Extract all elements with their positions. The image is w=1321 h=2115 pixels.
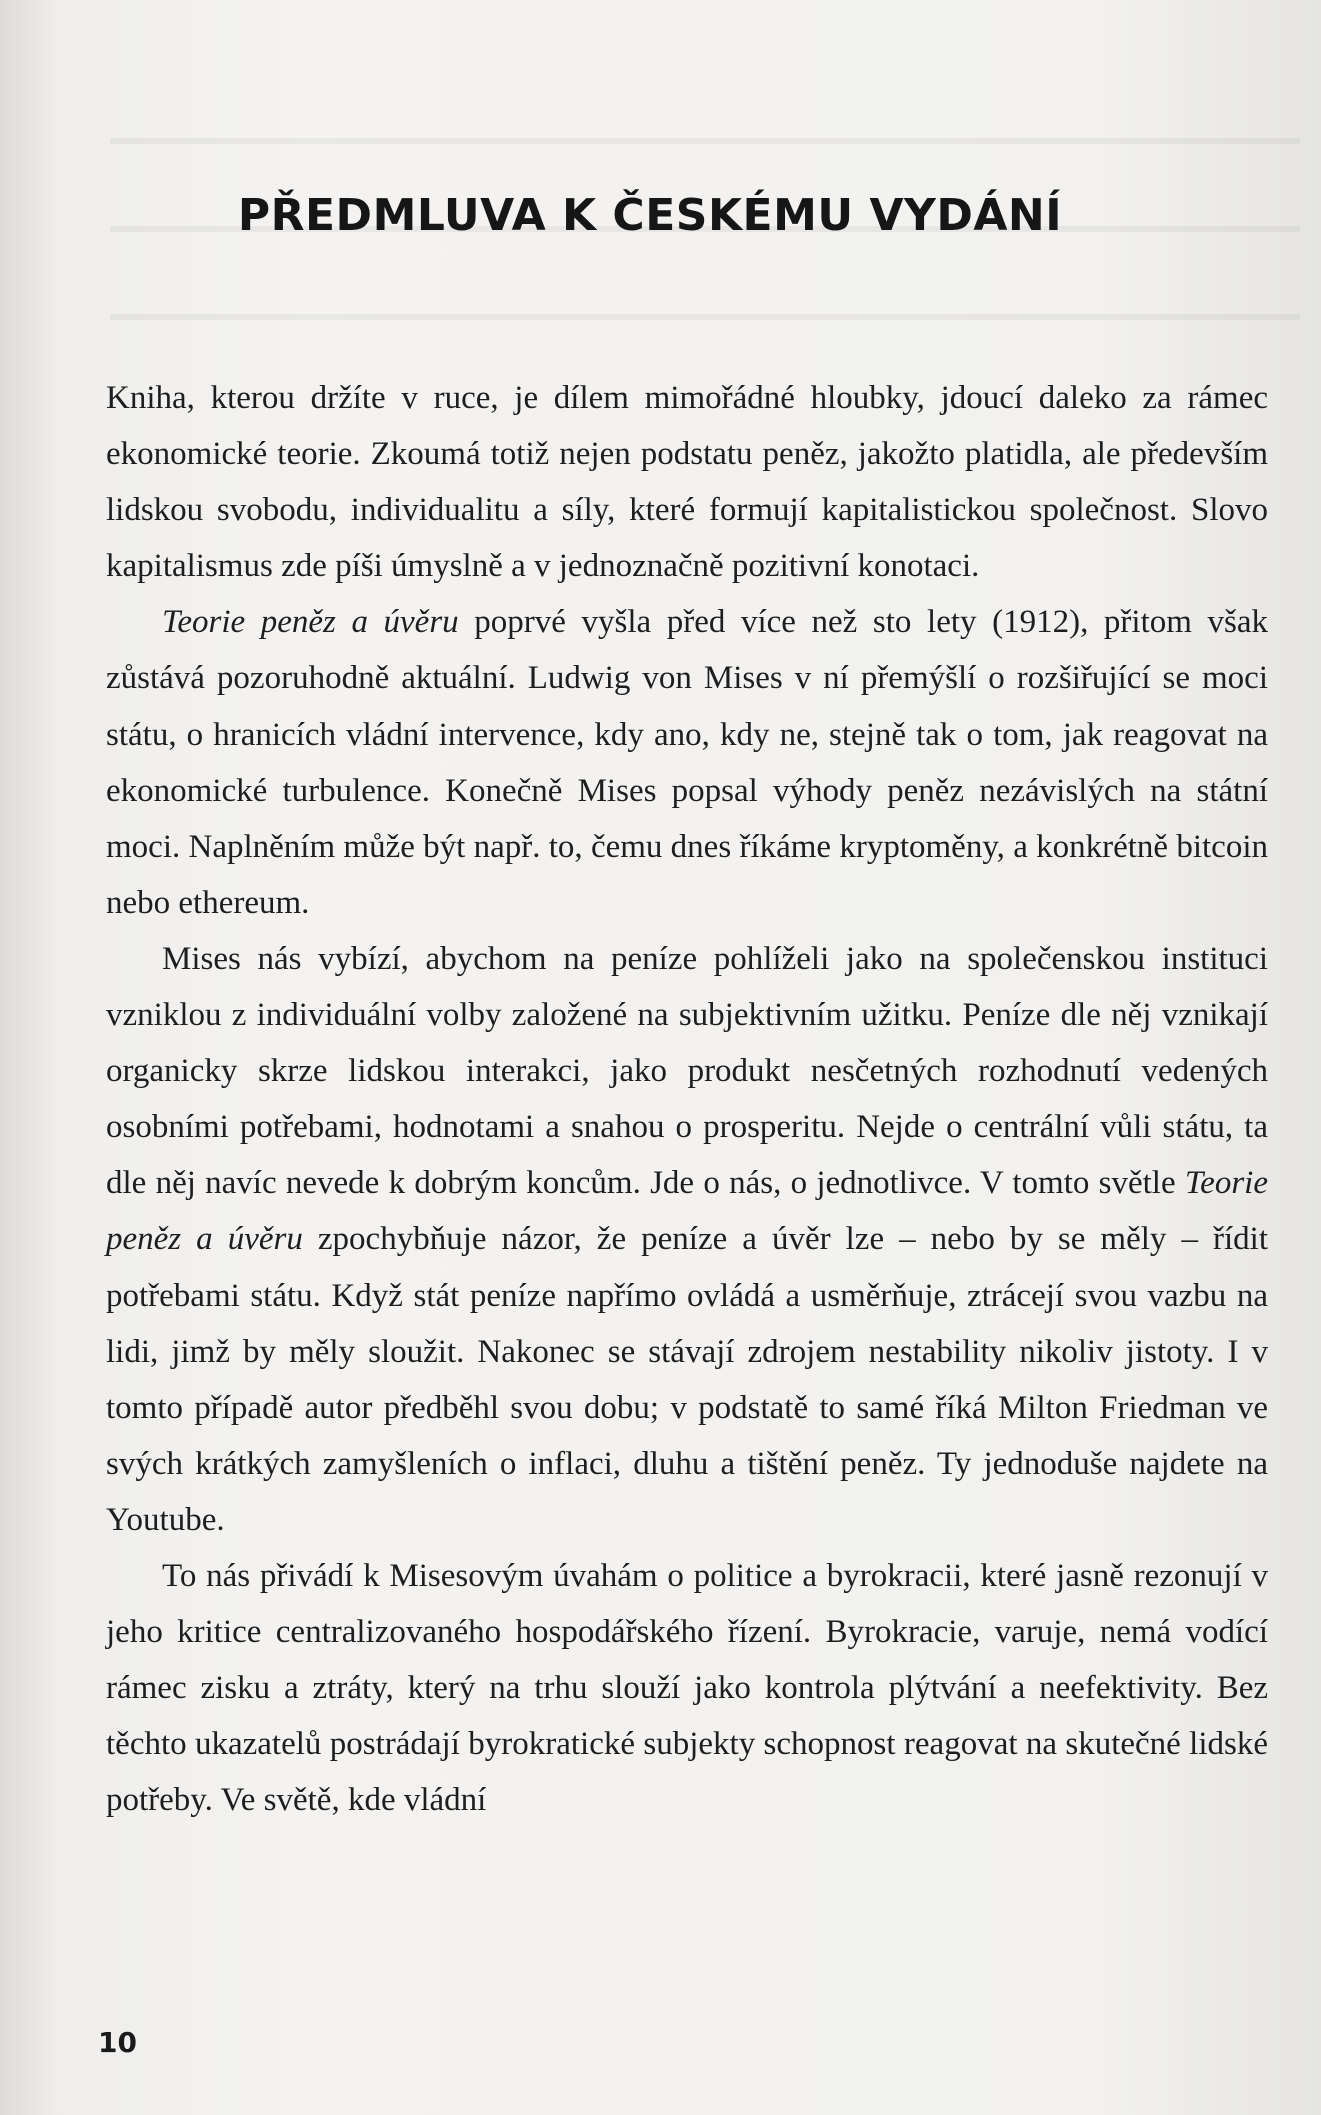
paragraph-3-book-title: Teorie peněz a úvěru (106, 1165, 1268, 1258)
paragraph-2 (106, 594, 1268, 931)
paragraph-4 (106, 1548, 1268, 1828)
body-text (106, 370, 1268, 1828)
paragraph-2-text: poprvé vyšla před více než sto lety (1912), přitom však zůstává pozoruhodně aktuální. Ludwig von Mises v ní přemýšlí o rozšiřující se moci státu, o hranicích vládní intervence, kdy ano, kdy ne, stejně tak o tom, jak reagovat na ekonomické turbulence. Konečně Mises popsal výhody peněz nezávislých na státní moci. Naplněním může být např. to, čemu dnes říkáme kryptoměny, a konkrétně bitcoin nebo ethereum. (106, 604, 1268, 921)
paragraph-1-text: Kniha, kterou držíte v ruce, je dílem mimořádné hloubky, jdoucí daleko za rámec ekonomické teorie. Zkoumá totiž nejen podstatu peněz, jakožto platidla, ale především lidskou svobodu, individualitu a síly, které formují kapitalistickou společnost. Slovo kapitalismus zde píši úmyslně a v jednoznačně pozitivní konotaci. (106, 380, 1268, 585)
paragraph-2-book-title: Teorie peněz a úvěru (162, 604, 459, 641)
page-number: 10 (98, 2026, 137, 2059)
chapter-heading: PŘEDMLUVA K ČESKÉMU VYDÁNÍ (237, 190, 1063, 241)
paragraph-1 (106, 370, 1268, 594)
paragraph-3-text-after: zpochybňuje názor, že peníze a úvěr lze – nebo by se měly – řídit potřebami státu. Když stát peníze napřímo ovládá a usměrňuje, ztrácejí svou vazbu na lidi, jimž by měly sloužit. Nakonec se stávají zdrojem nestability nikoliv jistoty. I v tomto případě autor předběhl svou dobu; v podstatě to samé říká Milton Friedman ve svých krátkých zamyšleních o inflaci, dluhu a tištění peněz. Ty jednoduše najdete na Youtube. (106, 1221, 1268, 1538)
paragraph-3 (106, 931, 1268, 1548)
paragraph-3-text-before: Mises nás vybízí, abychom na peníze pohlíželi jako na společenskou instituci vzniklou z individuální volby založené na subjektivním užitku. Peníze dle něj vznikají organicky skrze lidskou interakci, jako produkt nesčetných rozhodnutí vedených osobními potřebami, hodnotami a snahou o prosperitu. Nejde o centrální vůli státu, ta dle něj navíc nevede k dobrým koncům. Jde o nás, o jednotlivce. V tomto světle (106, 940, 1268, 1202)
paragraph-4-text: To nás přivádí k Misesovým úvahám o politice a byrokracii, které jasně rezonují v jeho kritice centralizovaného hospodářského řízení. Byrokracie, varuje, nemá vodící rámec zisku a ztráty, který na trhu slouží jako kontrola plýtvání a neefektivity. Bez těchto ukazatelů postrádají byrokratické subjekty schopnost reagovat na skutečné lidské potřeby. Ve světě, kde vládní (106, 1557, 1268, 1819)
